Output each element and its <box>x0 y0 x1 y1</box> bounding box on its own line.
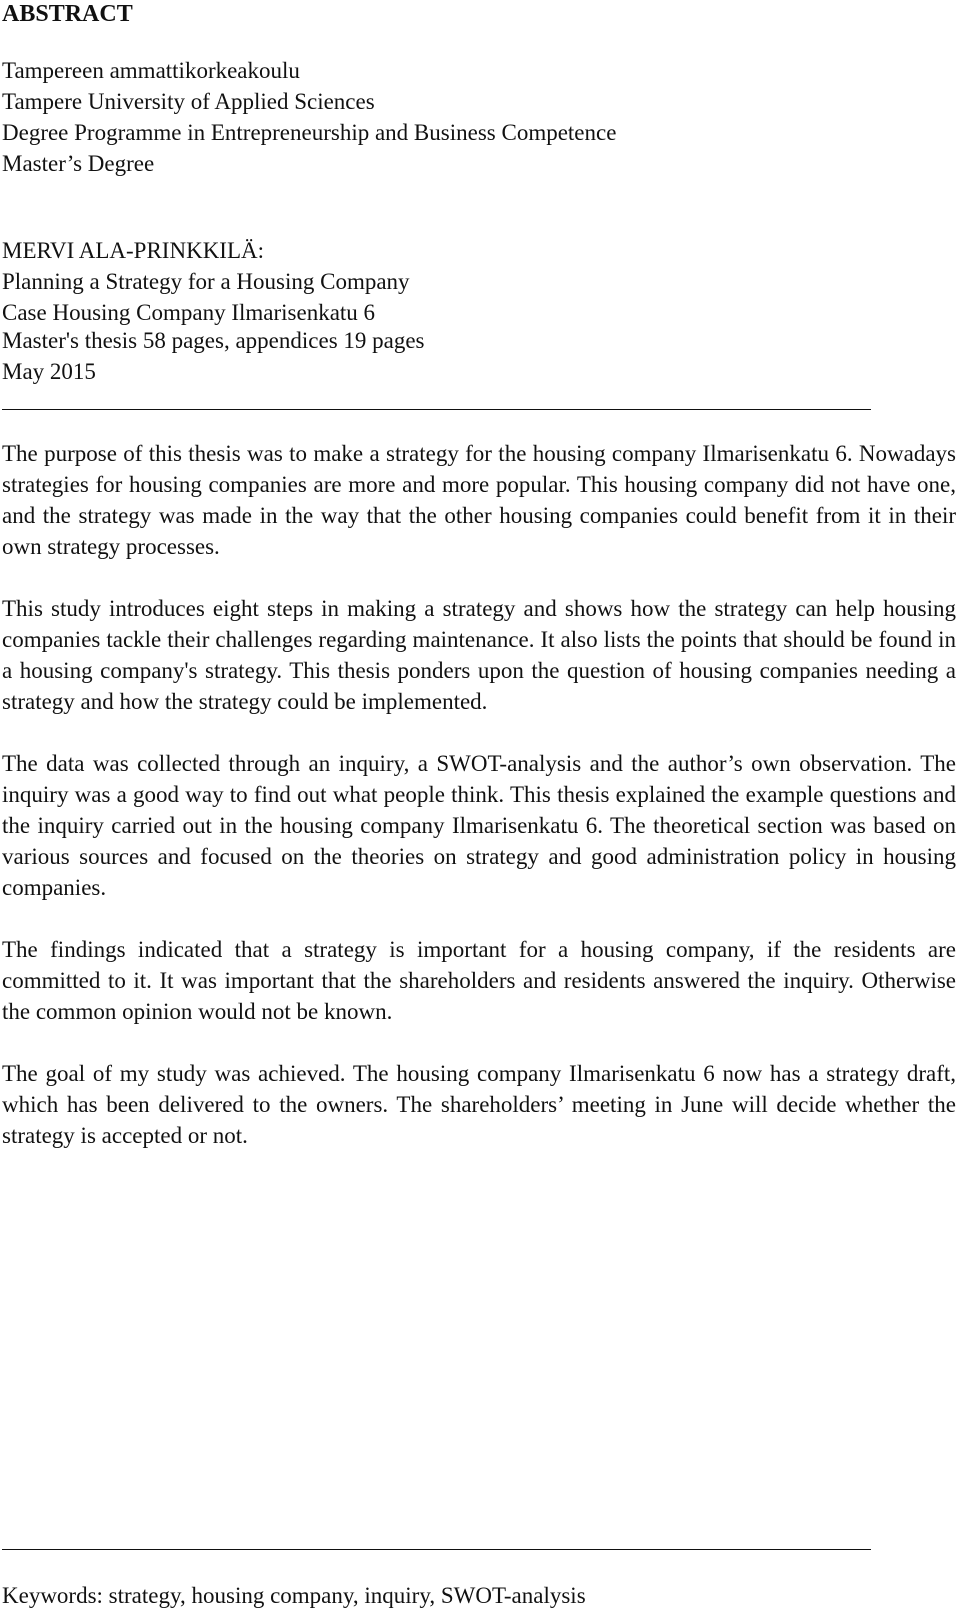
abstract-heading: ABSTRACT <box>2 1 133 27</box>
thesis-subtitle: Case Housing Company Ilmarisenkatu 6 <box>2 300 376 325</box>
degree-programme: Degree Programme in Entrepreneurship and Business Competence <box>2 120 617 145</box>
author-name: MERVI ALA-PRINKKILÄ: <box>2 238 265 263</box>
thesis-title-block <box>2 235 902 328</box>
abstract-paragraph: The purpose of this thesis was to make a strategy for the housing company Ilmarisenkatu 6. Nowadays strategies for housing companies are more and more popular. This housing company did not have one, and the strategy was made in the way that the other housing companies could benefit from it in their own strategy processes. <box>2 441 956 559</box>
top-divider <box>2 409 871 410</box>
page-count: Master's thesis 58 pages, appendices 19 pages <box>2 328 425 353</box>
keywords-line: Keywords: strategy, housing company, inquiry, SWOT-analysis <box>2 1583 586 1608</box>
abstract-paragraph: This study introduces eight steps in making a strategy and shows how the strategy can help housing companies tackle their challenges regarding maintenance. It also lists the points that should be found in a housing company's strategy. This thesis ponders upon the question of housing companies needing a strategy and how the strategy could be implemented. <box>2 596 956 714</box>
thesis-details-block <box>2 325 902 387</box>
degree-level: Master’s Degree <box>2 151 155 176</box>
abstract-body <box>2 438 956 1151</box>
abstract-paragraph: The data was collected through an inquiry, a SWOT-analysis and the author’s own observation. The inquiry was a good way to find out what people think. This thesis explained the example questions and the inquiry carried out in the housing company Ilmarisenkatu 6. The theoretical section was based on various sources and focused on the theories on strategy and good administration policy in housing companies. <box>2 751 956 900</box>
abstract-paragraph: The findings indicated that a strategy is important for a housing company, if the residents are committed to it. It was important that the shareholders and residents answered the inquiry. Otherwise the common opinion would not be known. <box>2 937 956 1024</box>
institution-name-fi: Tampereen ammattikorkeakoulu <box>2 58 300 83</box>
institution-name-en: Tampere University of Applied Sciences <box>2 89 375 114</box>
bottom-divider <box>2 1549 871 1550</box>
publication-date: May 2015 <box>2 359 96 384</box>
abstract-paragraph: The goal of my study was achieved. The housing company Ilmarisenkatu 6 now has a strategy draft, which has been delivered to the owners. The shareholders’ meeting in June will decide whether the strategy is accepted or not. <box>2 1061 956 1148</box>
institution-block <box>2 55 902 179</box>
thesis-title: Planning a Strategy for a Housing Company <box>2 269 410 294</box>
